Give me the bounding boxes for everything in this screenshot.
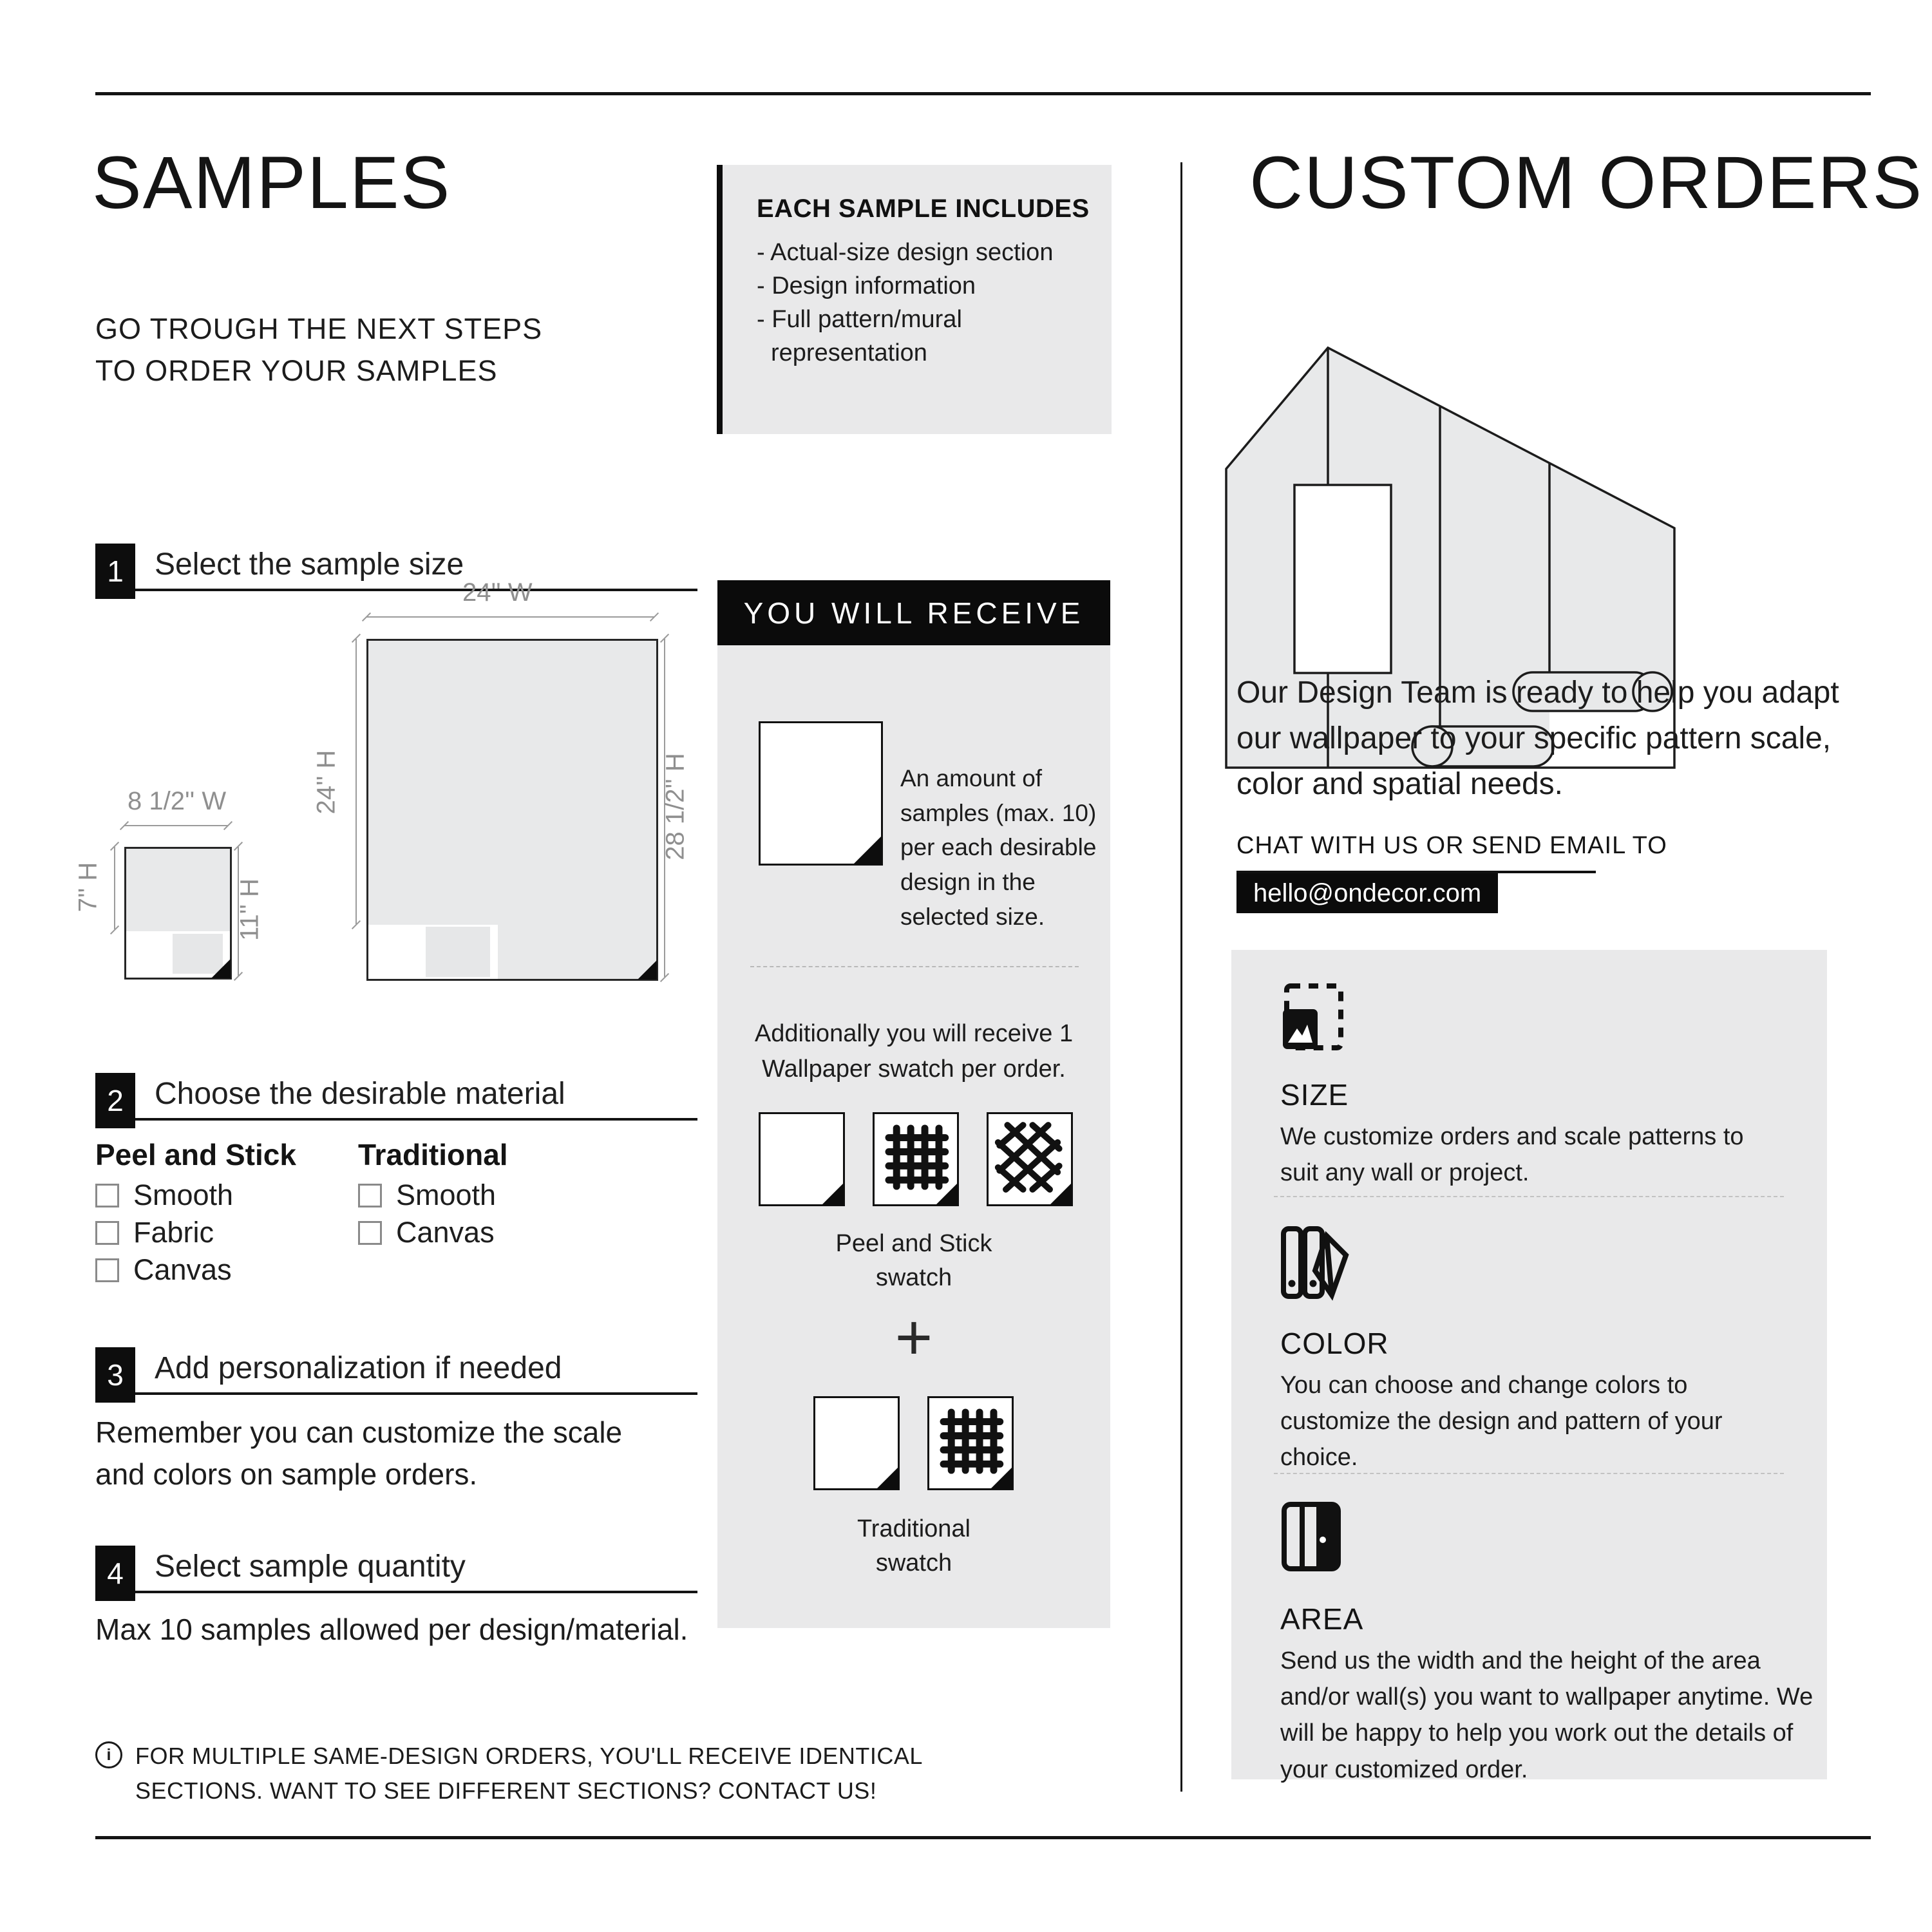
checkbox-peel-smooth[interactable] bbox=[95, 1184, 119, 1208]
feature-dashed-divider bbox=[1274, 1196, 1784, 1197]
samples-intro bbox=[95, 308, 542, 392]
swatch2-label bbox=[717, 1512, 1110, 1580]
step3-body bbox=[95, 1412, 622, 1496]
checkbox-peel-fabric[interactable] bbox=[95, 1221, 119, 1245]
step2-number-badge: 2 bbox=[95, 1073, 135, 1128]
step4-body: Max 10 samples allowed per design/material. bbox=[95, 1613, 688, 1646]
step3-label: Add personalization if needed bbox=[155, 1351, 562, 1385]
step3-body-line1: Remember you can customize the scale bbox=[95, 1416, 623, 1449]
includes-item: - Design information bbox=[757, 272, 976, 299]
small-height-design-label: 7'' H bbox=[73, 862, 102, 913]
includes-title: EACH SAMPLE INCLUDES bbox=[757, 194, 1090, 223]
checkbox-peel-canvas[interactable] bbox=[95, 1258, 119, 1282]
info-icon: i bbox=[95, 1741, 122, 1768]
swatch2-label-line2: swatch bbox=[875, 1549, 952, 1577]
material-option-trad-smooth bbox=[358, 1179, 496, 1212]
column-divider bbox=[1180, 162, 1182, 1792]
samples-footnote bbox=[135, 1739, 923, 1808]
receive-dashed-divider bbox=[750, 966, 1079, 967]
custom-intro: Our Design Team is ready to help you adapt our wallpaper to your specific pattern scale, color and spatial needs. bbox=[1236, 676, 1839, 802]
size-crop-icon bbox=[1280, 981, 1351, 1055]
material-option-peel-canvas bbox=[95, 1253, 232, 1287]
receive-additional-text: Additionally you will receive 1 Wallpaper swatch per order. bbox=[754, 1020, 1074, 1083]
feature-area-heading: AREA bbox=[1280, 1602, 1364, 1636]
crosshatch-pattern bbox=[989, 1114, 1067, 1200]
footnote-line2: SECTIONS. WANT TO SEE DIFFERENT SECTIONS? CONTACT US! bbox=[135, 1777, 877, 1804]
material-option-label: Smooth bbox=[396, 1179, 497, 1211]
step3-header bbox=[95, 1338, 697, 1395]
step3-number-badge: 3 bbox=[95, 1347, 135, 1403]
checkbox-trad-canvas[interactable] bbox=[358, 1221, 382, 1245]
small-sample-inner-chip bbox=[173, 934, 222, 974]
small-width-label: 8 1/2'' W bbox=[128, 787, 227, 815]
swatch-plain-icon bbox=[759, 1112, 845, 1206]
includes-item-continuation: representation bbox=[771, 339, 927, 366]
material-option-label: Canvas bbox=[133, 1253, 232, 1286]
samples-intro-line1: GO TROUGH THE NEXT STEPS bbox=[95, 312, 543, 345]
material-option-label: Smooth bbox=[133, 1179, 234, 1211]
large-width-label: 24'' W bbox=[462, 578, 533, 607]
color-swatches-icon bbox=[1280, 1226, 1358, 1302]
samples-title: SAMPLES bbox=[92, 142, 451, 224]
includes-box bbox=[717, 165, 1112, 434]
large-height-design-dim-line bbox=[355, 639, 357, 924]
step4-number-badge: 4 bbox=[95, 1546, 135, 1601]
step2-header bbox=[95, 1064, 697, 1121]
large-height-total-label: 28 1/2'' H bbox=[661, 753, 690, 860]
feature-dashed-divider bbox=[1274, 1473, 1784, 1474]
swatch-crosshatch-icon bbox=[987, 1112, 1073, 1206]
swatch1-label-line2: swatch bbox=[875, 1264, 952, 1292]
chat-label: CHAT WITH US OR SEND EMAIL TO bbox=[1236, 832, 1667, 859]
material-col2-title: Traditional bbox=[358, 1138, 508, 1171]
step3-body-line2: and colors on sample orders. bbox=[95, 1457, 478, 1492]
large-sample-inner-chip bbox=[426, 927, 491, 976]
sample-page-graphic bbox=[759, 721, 883, 866]
material-option-trad-canvas bbox=[358, 1216, 495, 1249]
feature-size-heading: SIZE bbox=[1280, 1078, 1349, 1112]
material-option-label: Canvas bbox=[396, 1216, 495, 1249]
step1-header bbox=[95, 535, 697, 591]
step4-header bbox=[95, 1537, 697, 1593]
swatch1-label-line1: Peel and Stick bbox=[835, 1230, 992, 1257]
receive-banner bbox=[717, 580, 1110, 645]
footnote-line1: FOR MULTIPLE SAME-DESIGN ORDERS, YOU'LL RECEIVE IDENTICAL bbox=[135, 1743, 923, 1769]
swatch2-label-line1: Traditional bbox=[857, 1515, 971, 1542]
feature-color-body: You can choose and change colors to customize the design and pattern of your choice. bbox=[1280, 1372, 1723, 1472]
swatch1-label bbox=[717, 1227, 1110, 1295]
includes-item: - Actual-size design section bbox=[757, 239, 1054, 266]
small-height-total-label: 11'' H bbox=[235, 878, 264, 941]
top-rule bbox=[95, 92, 1871, 95]
large-sample-rect bbox=[366, 639, 658, 981]
small-width-dim-line bbox=[124, 825, 228, 826]
custom-features-box bbox=[1231, 950, 1827, 1783]
material-option-peel-fabric bbox=[95, 1216, 214, 1249]
grid-pattern bbox=[875, 1114, 953, 1200]
grid-pattern bbox=[929, 1398, 1008, 1484]
email-chip[interactable]: hello@ondecor.com bbox=[1236, 873, 1498, 913]
samples-intro-line2: TO ORDER YOUR SAMPLES bbox=[95, 354, 498, 388]
checkbox-trad-smooth[interactable] bbox=[358, 1184, 382, 1208]
receive-banner-text: YOU WILL RECEIVE bbox=[743, 596, 1084, 630]
swatch-grid-icon bbox=[927, 1396, 1014, 1490]
material-col1-title: Peel and Stick bbox=[95, 1138, 296, 1171]
step1-number-badge: 1 bbox=[95, 544, 135, 599]
step1-label: Select the sample size bbox=[155, 547, 464, 582]
large-sample-white-section bbox=[368, 925, 498, 979]
wall-area-icon bbox=[1280, 1501, 1345, 1573]
includes-accent-bar bbox=[717, 165, 723, 434]
small-height-design-dim-line bbox=[114, 847, 115, 929]
receive-amount-text: An amount of samples (max. 10) per each desirable design in the selected size. bbox=[900, 765, 1097, 930]
small-sample-rect bbox=[124, 847, 232, 980]
swatch-plain-icon bbox=[813, 1396, 900, 1490]
material-option-peel-smooth bbox=[95, 1179, 233, 1212]
step4-label: Select sample quantity bbox=[155, 1549, 466, 1584]
step2-label: Choose the desirable material bbox=[155, 1077, 565, 1111]
custom-orders-title: CUSTOM ORDERS bbox=[1249, 142, 1924, 224]
feature-area-body: Send us the width and the height of the area and/or wall(s) you want to wallpaper anytime. We will be happy to help you work out the details of your customized order. bbox=[1280, 1647, 1814, 1783]
large-width-dim-line bbox=[366, 616, 654, 618]
includes-item: - Full pattern/mural bbox=[757, 306, 962, 333]
small-sample-white-section bbox=[126, 931, 230, 978]
feature-size-body: We customize orders and scale patterns to suit any wall or project. bbox=[1280, 1123, 1744, 1187]
bottom-rule bbox=[95, 1836, 1871, 1839]
swatch-grid-icon bbox=[873, 1112, 959, 1206]
material-option-label: Fabric bbox=[133, 1216, 214, 1249]
feature-color-heading: COLOR bbox=[1280, 1327, 1389, 1360]
large-height-design-label: 24'' H bbox=[312, 750, 341, 815]
plus-sign: + bbox=[895, 1302, 933, 1374]
